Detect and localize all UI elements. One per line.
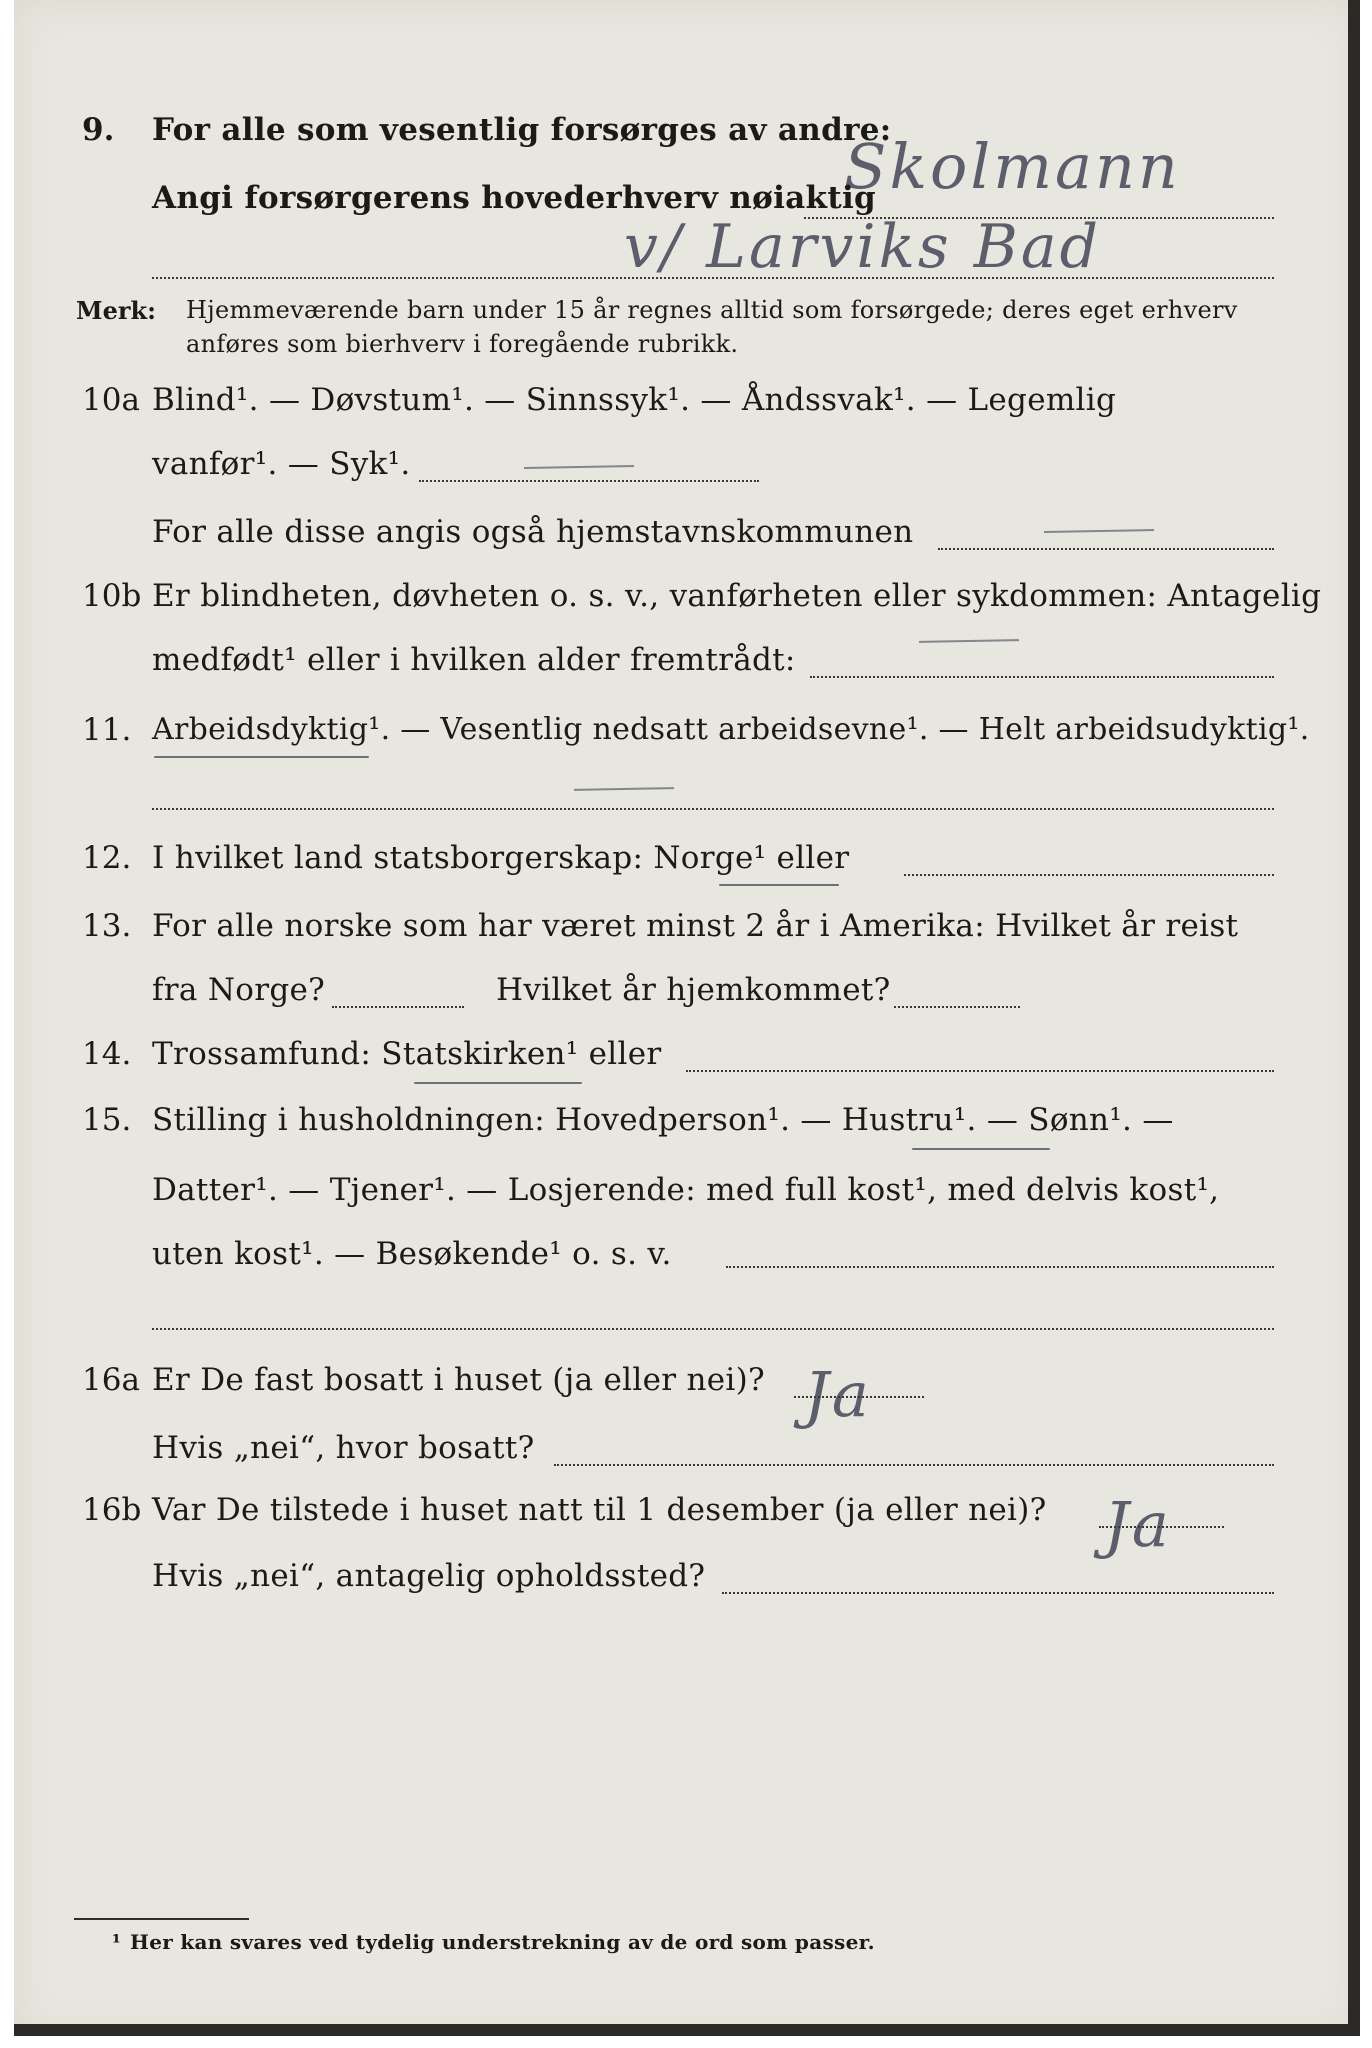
footnote-text: Her kan svares ved tydelig understrekning av de ord som passer.: [130, 1930, 875, 1954]
q14-number: 14.: [82, 1036, 132, 1072]
q16b-line2-dots: [722, 1590, 1274, 1594]
q15-line1: Stilling i husholdningen: Hovedperson¹. — Hustru¹. — Sønn¹. —: [152, 1102, 1174, 1138]
q16a-line2-dots: [554, 1462, 1274, 1466]
q14-answer-dots: [686, 1068, 1274, 1072]
q16a-number: 16a: [82, 1362, 140, 1398]
q14-line1: Trossamfund: Statskirken¹ eller: [152, 1036, 662, 1072]
q14-underline-statskirken: [414, 1082, 582, 1084]
q10b-dash-mark: [919, 639, 1019, 643]
q16b-answer-handwriting: Ja: [1104, 1488, 1172, 1561]
q13-line2b: Hvilket år hjemkommet?: [496, 972, 891, 1008]
q10b-line2-dots: [810, 674, 1274, 678]
q16b-number: 16b: [82, 1492, 142, 1528]
q13-hjemkommet-dots: [894, 1004, 1020, 1008]
q10a-line1: Blind¹. — Døvstum¹. — Sinnssyk¹. — Åndssvak¹. — Legemlig: [152, 382, 1117, 418]
q9-line2: Angi forsørgerens hovederhverv nøiaktig: [152, 180, 877, 216]
q16a-line2: Hvis „nei“, hvor bosatt?: [152, 1430, 535, 1466]
q15-line3: uten kost¹. — Besøkende¹ o. s. v.: [152, 1236, 672, 1272]
scan-edge-bottom: [14, 2024, 1360, 2036]
q10b-line2: medfødt¹ eller i hvilken alder fremtrådt:: [152, 642, 796, 678]
footnote-mark: ¹: [112, 1930, 122, 1954]
q9-answer1-handwriting: Skolmann: [844, 130, 1181, 203]
q15-underline-hustru: [912, 1148, 1050, 1150]
scan-edge-right: [1348, 0, 1360, 2036]
q12-number: 12.: [82, 840, 132, 876]
footnote-separator: [74, 1918, 249, 1920]
merk-line2: anføres som bierhverv i foregående rubrikk.: [186, 330, 739, 358]
q16b-line1: Var De tilstede i huset natt til 1 desember (ja eller nei)?: [152, 1492, 1047, 1528]
q9-line2-row: [152, 180, 876, 216]
q16b-line2: Hvis „nei“, antagelig opholdssted?: [152, 1558, 706, 1594]
merk-line1: Hjemmeværende barn under 15 år regnes alltid som forsørgede; deres eget erhverv: [186, 296, 1238, 324]
q10a-line2-dots: [419, 478, 759, 482]
q12-answer-dots: [904, 872, 1274, 876]
q9-number: 9.: [82, 112, 115, 148]
q16a-answer-handwriting: Ja: [804, 1358, 872, 1431]
q16b-answer-dots: [1099, 1524, 1224, 1528]
q11-underline-arbeidsdyktig: [154, 756, 369, 758]
q10b-line1: Er blindheten, døvheten o. s. v., vanførheten eller sykdommen: Antagelig: [152, 578, 1322, 614]
q15-line3-dots: [726, 1264, 1274, 1268]
q12-underline-norge: [719, 884, 839, 886]
merk-label: Merk:: [76, 296, 156, 325]
q9-line1: For alle som vesentlig forsørges av andre:: [152, 112, 892, 148]
q13-line1: For alle norske som har været minst 2 år i Amerika: Hvilket år reist: [152, 908, 1239, 944]
q15-line2: Datter¹. — Tjener¹. — Losjerende: med full kost¹, med delvis kost¹,: [152, 1172, 1220, 1208]
q10a-line3-dash-mark: [1044, 529, 1154, 533]
census-form-page: [14, 0, 1360, 2036]
q16a-line1: Er De fast bosatt i huset (ja eller nei)?: [152, 1362, 765, 1398]
q15-number: 15.: [82, 1102, 132, 1138]
q12-line1: I hvilket land statsborgerskap: Norge¹ eller: [152, 840, 850, 876]
q11-dash-mark: [574, 787, 674, 791]
q15-answer-dots: [152, 1326, 1274, 1330]
q10a-line2: vanfør¹. — Syk¹.: [152, 446, 411, 482]
q9-answer2-handwriting: v/ Larviks Bad: [624, 212, 1102, 282]
q13-number: 13.: [82, 908, 132, 944]
q11-answer-dots: [152, 806, 1274, 810]
q10a-line3: For alle disse angis også hjemstavnskommunen: [152, 514, 914, 550]
q13-reist-dots: [332, 1004, 464, 1008]
q10a-dash-mark: [524, 465, 634, 469]
q9-answer-dots: [152, 275, 1274, 279]
q10b-number: 10b: [82, 578, 142, 614]
q10a-line3-dots: [938, 546, 1274, 550]
q16a-answer-dots: [794, 1394, 924, 1398]
q11-line1: Arbeidsdyktig¹. — Vesentlig nedsatt arbeidsevne¹. — Helt arbeidsudyktig¹.: [152, 712, 1310, 747]
q11-number: 11.: [82, 712, 132, 748]
q10a-number: 10a: [82, 382, 140, 418]
q13-line2a: fra Norge?: [152, 972, 326, 1008]
